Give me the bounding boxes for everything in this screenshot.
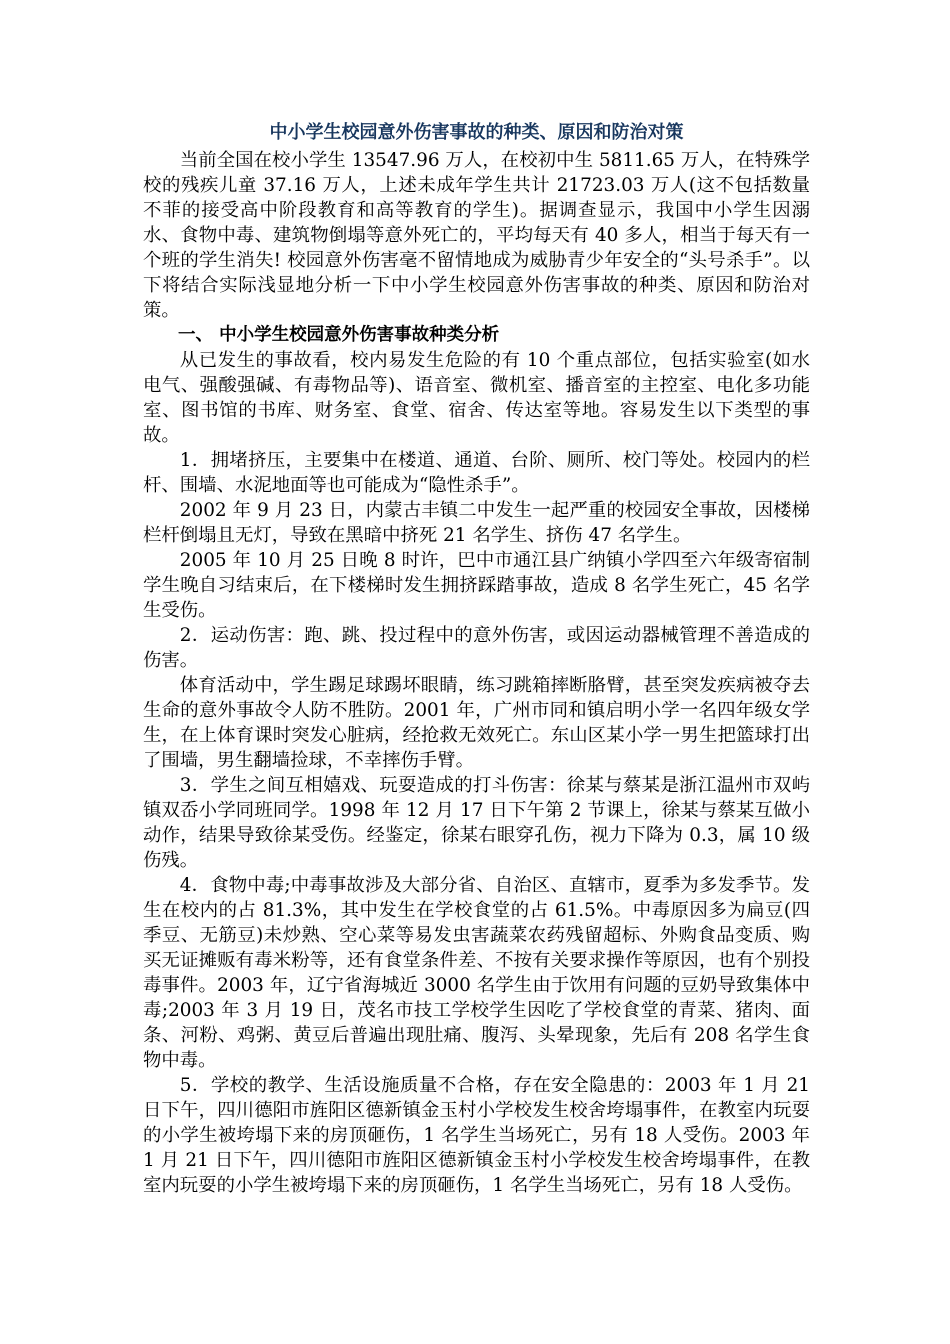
item-5-paragraph: 5．学校的教学、生活设施质量不合格，存在安全隐患的：2003 年 1 月 21 日下午，四川德阳市旌阳区德新镇金玉村小学校发生校舍垮塌事件，在教室内玩耍的小学生被垮塌下来的房顶砸伤，1 名学生当场死亡，另有 18 人受伤。2003 年 1 月 21 日下午，四川德阳市旌阳区德新镇金玉村小学校发生校舍垮塌事件，在教室内玩耍的小学生被垮塌下来的房顶砸伤，1 名学生当场死亡，另有 18 人受伤。	[143, 1075, 810, 1196]
item-2-case-paragraph: 体育活动中，学生踢足球踢坏眼睛，练习跳箱摔断胳臂，甚至突发疾病被夺去生命的意外事故令人防不胜防。2001 年，广州市同和镇启明小学一名四年级女学生，在上体育课时突发心脏病，经抢救无效死亡。东山区某小学一男生把篮球打出了围墙，男生翻墙捡球，不幸摔伤手臂。	[143, 675, 810, 771]
intro-paragraph: 当前全国在校小学生 13547.96 万人，在校初中生 5811.65 万人，在特殊学校的残疾儿童 37.16 万人，上述未成年学生共计 21723.03 万人(这不包括数量不菲的接受高中阶段教育和高等教育的学生)。据调查显示，我国中小学生因溺水、食物中毒、建筑物倒塌等意外死亡的，平均每天有 40 多人，相当于每天有一个班的学生消失! 校园意外伤害毫不留情地成为威胁青少年安全的“头号杀手”。以下将结合实际浅显地分析一下中小学生校园意外伤害事故的种类、原因和防治对策。	[143, 150, 810, 321]
item-2-paragraph: 2．运动伤害：跑、跳、投过程中的意外伤害，或因运动器械管理不善造成的伤害。	[143, 625, 810, 671]
item-1-case-2-paragraph: 2005 年 10 月 25 日晚 8 时许，巴中市通江县广纳镇小学四至六年级寄宿制学生晚自习结束后，在下楼梯时发生拥挤踩踏事故，造成 8 名学生死亡，45 名学生受伤。	[143, 550, 810, 621]
section-heading: 一、 中小学生校园意外伤害事故种类分析	[178, 325, 500, 345]
item-1-paragraph: 1．拥堵挤压，主要集中在楼道、通道、台阶、厕所、校门等处。校园内的栏杆、围墙、水泥地面等也可能成为“隐性杀手”。	[143, 450, 810, 496]
item-3-paragraph: 3．学生之间互相嬉戏、玩耍造成的打斗伤害：徐某与蔡某是浙江温州市双屿镇双岙小学同班同学。1998 年 12 月 17 日下午第 2 节课上，徐某与蔡某互做小动作，结果导致徐某受伤。经鉴定，徐某右眼穿孔伤，视力下降为 0.3，属 10 级伤残。	[143, 775, 810, 871]
item-4-paragraph: 4．食物中毒;中毒事故涉及大部分省、自治区、直辖市，夏季为多发季节。发生在校内的占 81.3%，其中发生在学校食堂的占 61.5%。中毒原因多为扁豆(四季豆、无筋豆)未炒熟、空心菜等易发虫害蔬菜农药残留超标、外购食品变质、购买无证摊贩有毒米粉等，还有食堂条件差、不按有关要求操作等原因，也有个别投毒事件。2003 年，辽宁省海城近 3000 名学生由于饮用有问题的豆奶导致集体中毒;2003 年 3 月 19 日，茂名市技工学校学生因吃了学校食堂的青菜、猪肉、面条、河粉、鸡粥、黄豆后普遍出现肚痛、腹泻、头晕现象，先后有 208 名学生食物中毒。	[143, 875, 810, 1071]
document-page	[143, 120, 810, 1198]
item-1-case-1-paragraph: 2002 年 9 月 23 日，内蒙古丰镇二中发生一起严重的校园安全事故，因楼梯栏杆倒塌且无灯，导致在黑暗中挤死 21 名学生、挤伤 47 名学生。	[143, 500, 810, 546]
document-title: 中小学生校园意外伤害事故的种类、原因和防治对策	[269, 122, 684, 143]
section-intro-paragraph: 从已发生的事故看，校内易发生危险的有 10 个重点部位，包括实验室(如水电气、强酸强碱、有毒物品等)、语音室、微机室、播音室的主控室、电化多功能室、图书馆的书库、财务室、食堂、宿舍、传达室等地。容易发生以下类型的事故。	[143, 350, 810, 446]
